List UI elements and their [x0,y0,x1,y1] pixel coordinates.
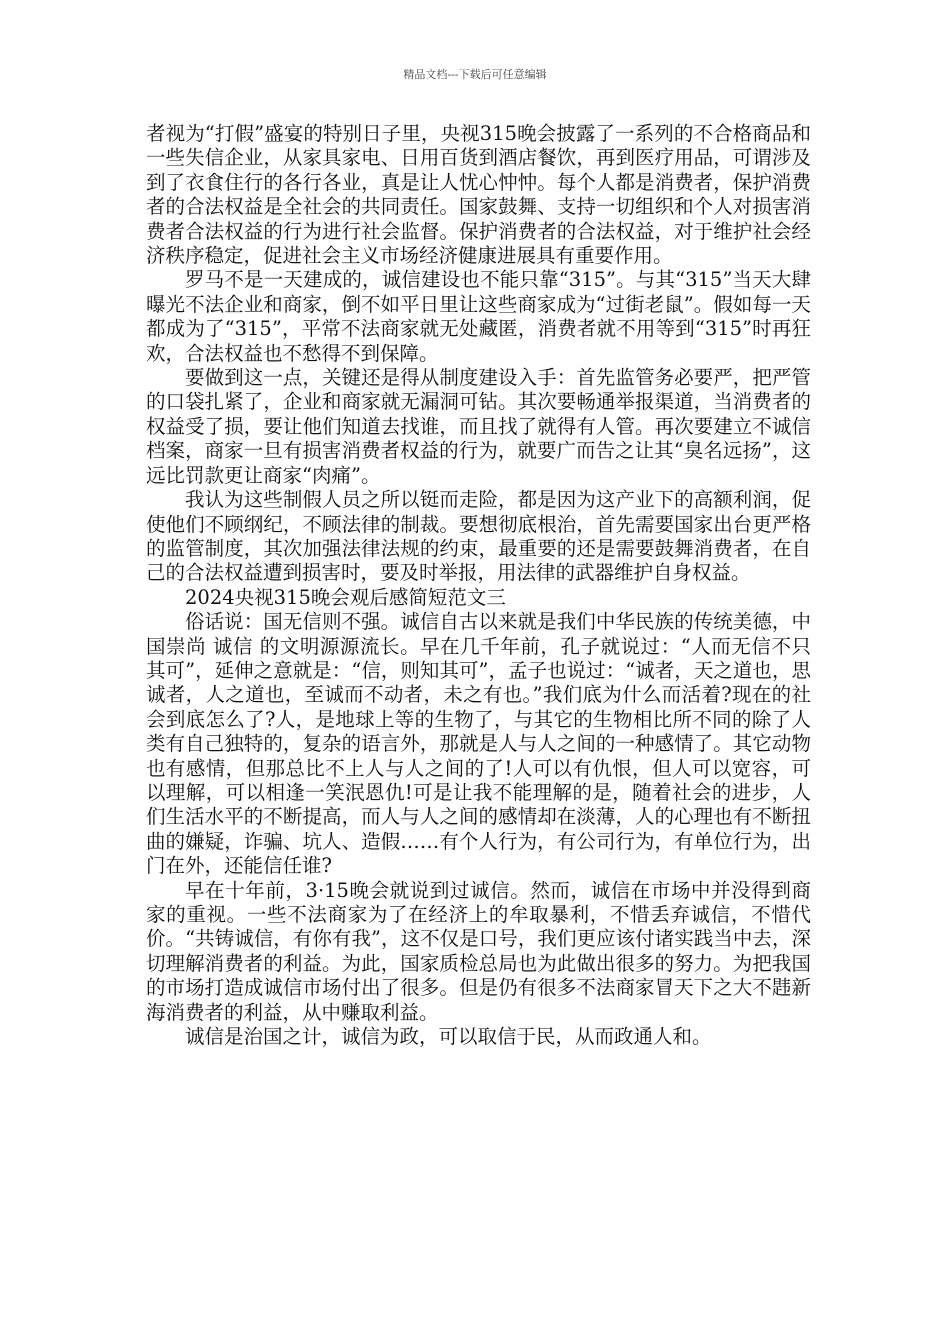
paragraph-5: 俗话说：国无信则不强。诚信自古以来就是我们中华民族的传统美德，中国崇尚 诚信 的文明源源流长。早在几千年前，孔子就说过：“人而无信不只其可”，延伸之意就是：“信，则知其可”，孟子也说过：“诚者，天之道也，思诚者，人之道也，至诚而不动者，未之有也。”我们底为什么而活着?现在的社会到底怎么了?人，是地球上等的生物了，与其它的生物相比所不同的除了人类有自己独特的，复杂的语言外，那就是人与人之间的一种感情了。其它动物也有感情，但那总比不上人与人之间的了!人可以有仇恨，但人可以宽容，可以理解，可以相逢一笑泯恩仇!可是让我不能理解的是，随着社会的进步，人们生活水平的不断提高，而人与人之间的感情却在淡薄，人的心理也有不断扭曲的嫌疑，诈骗、坑人、造假……有个人行为，有公司行为，有单位行为，出门在外，还能信任谁? [146,610,811,878]
page-header: 精品文档---下载后可任意编辑 [403,68,547,81]
paragraph-6: 早在十年前，3·15晚会就说到过诚信。然而，诚信在市场中并没得到商家的重视。一些不法商家为了在经济上的牟取暴利，不惜丢弃诚信，不惜代价。“共铸诚信，有你有我”，这不仅是口号，我们更应该付诸实践当中去，深切理解消费者的利益。为此，国家质检总局也为此做出很多的努力。为把我国的市场打造成诚信市场付出了很多。但是仍有很多不法商家冒天下之大不韪新海消费者的利益，从中赚取利益。 [146,878,811,1024]
section-heading: 2024央视315晚会观后感简短范文三 [185,585,506,609]
paragraph-4: 我认为这些制假人员之所以铤而走险，都是因为这产业下的高额利润，促使他们不顾纲纪，不顾法律的制裁。要想彻底根治，首先需要国家出台更严格的监管制度，其次加强法律法规的约束，最重要的还是需要鼓舞消费者，在自己的合法权益遭到损害时，要及时举报，用法律的武器维护自身权益。 [146,488,811,585]
document-body [146,122,811,1049]
paragraph-1: 者视为“打假”盛宴的特别日子里，央视315晚会披露了一系列的不合格商品和一些失信企业，从家具家电、日用百货到酒店餐饮，再到医疗用品，可谓涉及到了衣食住行的各行各业，真是让人忧心忡忡。每个人都是消费者，保护消费者的合法权益是全社会的共同责任。国家鼓舞、支持一切组织和个人对损害消费者合法权益的行为进行社会监督。保护消费者的合法权益，对于维护社会经济秩序稳定，促进社会主义市场经济健康进展具有重要作用。 [146,122,811,268]
paragraph-3: 要做到这一点，关键还是得从制度建设入手：首先监管务必要严，把严管的口袋扎紧了，企业和商家就无漏洞可钻。其次要畅通举报渠道，当消费者的权益受了损，要让他们知道去找谁，而且找了就得有人管。再次要建立不诚信档案，商家一旦有损害消费者权益的行为，就要广而告之让其“臭名远扬”，这远比罚款更让商家“肉痛”。 [146,366,811,487]
paragraph-2: 罗马不是一天建成的，诚信建设也不能只靠“315”。与其“315”当天大肆曝光不法企业和商家，倒不如平日里让这些商家成为“过街老鼠”。假如每一天都成为了“315”，平常不法商家就无处藏匿，消费者就不用等到“315”时再狂欢，合法权益也不愁得不到保障。 [146,268,811,365]
paragraph-7: 诚信是治国之计，诚信为政，可以取信于民，从而政通人和。 [185,1025,712,1049]
